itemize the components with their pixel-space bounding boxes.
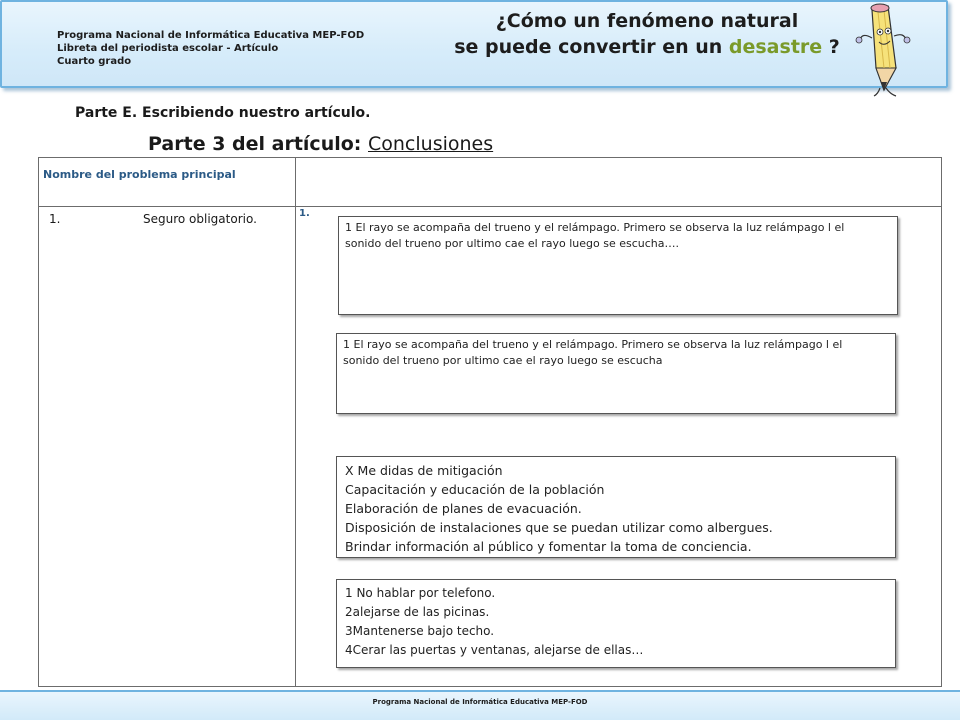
grade-label: Cuarto grado [57,56,132,67]
text-line: Disposición de instalaciones que se puedan utilizar como albergues. [345,520,773,535]
title-line-1: ¿Cómo un fenómeno natural [495,10,799,32]
table-row-divider [39,206,941,207]
text-line: sonido del trueno por ultimo cae el rayo luego se escucha [343,354,663,367]
text-line: 3Mantenerse bajo techo. [345,624,495,638]
text-line: 2alejarse de las picinas. [345,605,490,619]
section-title [148,133,493,155]
section-title-prefix: Parte 3 del artículo: [148,133,368,155]
title-line-2-post: ? [822,36,840,58]
title-line-2 [412,34,882,60]
text-box-1[interactable] [338,216,898,315]
footer-banner [0,690,960,720]
problem-name-cell[interactable]: Seguro obligatorio. [143,212,257,226]
conclusion-number: 1. [299,208,310,219]
text-line: Capacitación y educación de la población [345,482,605,497]
section-subtitle: Parte E. Escribiendo nuestro artículo. [75,105,371,121]
text-line: Elaboración de planes de evacuación. [345,501,582,516]
notebook-name: Libreta del periodista escolar - Artículo [57,43,279,54]
program-name: Programa Nacional de Informática Educativa MEP-FOD [57,30,365,41]
text-line: 4Cerar las puertas y ventanas, alejarse de ellas… [345,643,644,657]
text-line: 1 No hablar por telefono. [345,586,496,600]
text-box-2[interactable] [336,333,896,414]
row-number: 1. [49,212,61,226]
pencil-mascot-icon [850,2,930,100]
header-banner [0,0,948,88]
table-column-divider [295,158,296,686]
section-title-underlined: Conclusiones [368,133,494,155]
text-line: 1 El rayo se acompaña del trueno y el relámpago. Primero se observa la luz relámpago l el [343,338,843,351]
mitigation-measures-box[interactable] [336,456,896,558]
footer-text: Programa Nacional de Informática Educativa MEP-FOD [372,698,588,706]
title-accent-word: desastre [728,36,823,58]
page-title [412,8,882,60]
text-line: X Me didas de mitigación [345,463,503,478]
text-line: 1 El rayo se acompaña del trueno y el relámpago. Primero se observa la luz relámpago l el [345,221,845,234]
table-header-label: Nombre del problema principal [43,168,236,181]
text-line: sonido del trueno por ultimo cae el rayo luego se escucha…. [345,237,679,250]
safety-tips-box[interactable] [336,579,896,668]
text-line: Brindar información al público y fomentar la toma de conciencia. [345,539,752,554]
program-info [57,29,364,68]
title-line-2-pre: se puede convertir en un [454,36,729,58]
